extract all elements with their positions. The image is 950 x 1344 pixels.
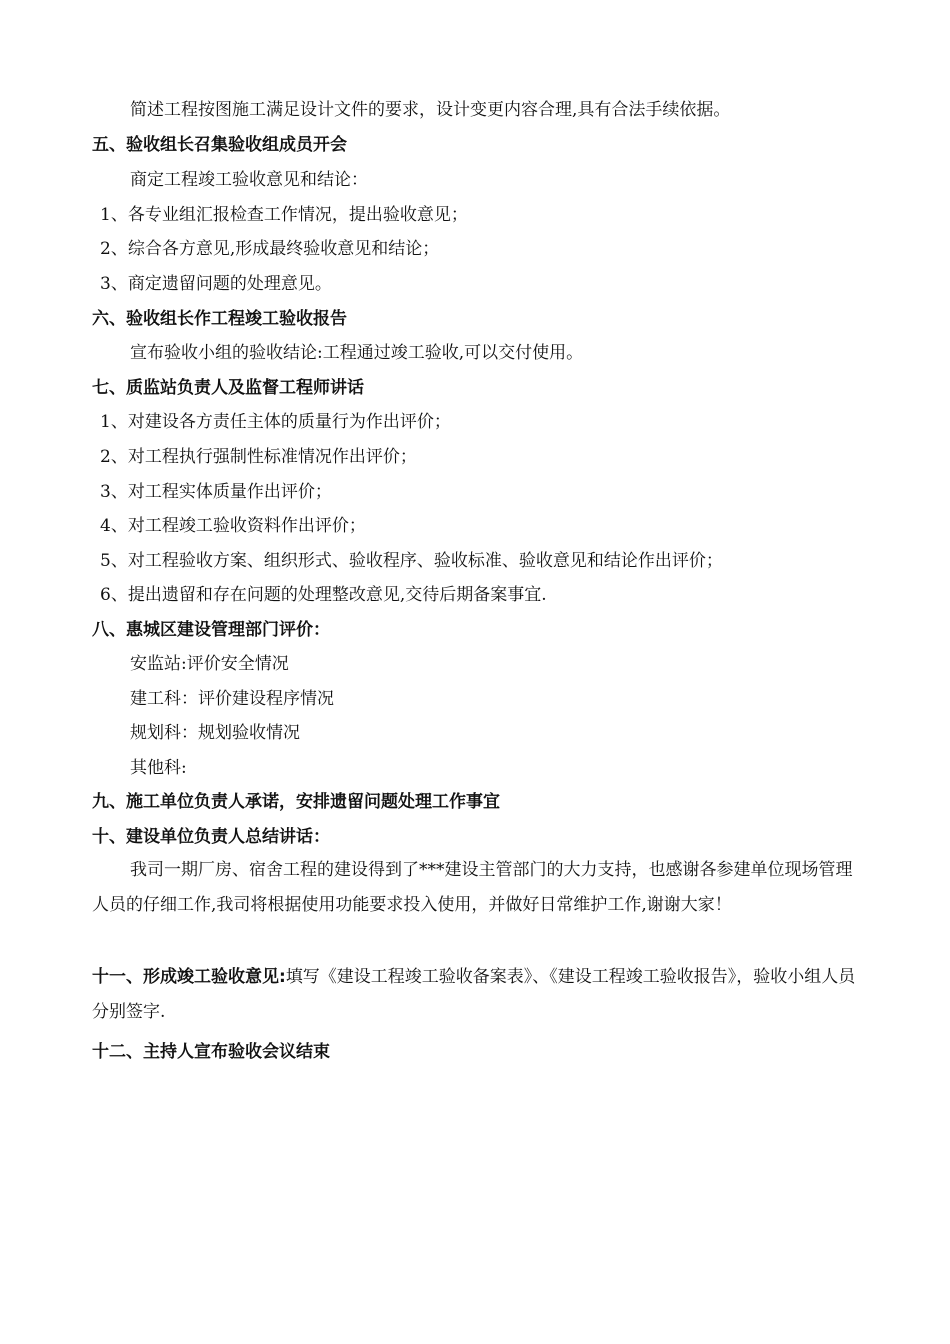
intro-text: 简述工程按图施工满足设计文件的要求，设计变更内容合理,具有合法手续依据。 bbox=[130, 100, 731, 120]
section-8-item-3: 规划科：规划验收情况 bbox=[130, 723, 300, 743]
section-5-lead: 商定工程竣工验收意见和结论： bbox=[130, 170, 368, 190]
section-7-item-6: 6、提出遗留和存在问题的处理整改意见,交待后期备案事宜. bbox=[100, 585, 547, 605]
section-8-item-1: 安监站:评价安全情况 bbox=[130, 654, 289, 674]
section-6-heading: 六、验收组长作工程竣工验收报告 bbox=[92, 309, 347, 329]
section-7-heading: 七、质监站负责人及监督工程师讲话 bbox=[92, 378, 364, 398]
section-10-heading: 十、建设单位负责人总结讲话： bbox=[92, 827, 330, 847]
section-8-item-4: 其他科: bbox=[130, 758, 187, 778]
section-5-item-1: 1、各专业组汇报检查工作情况，提出验收意见； bbox=[100, 205, 468, 225]
section-10-body: 我司一期厂房、宿舍工程的建设得到了***建设主管部门的大力支持，也感谢各参建单位现场管理人员的仔细工作,我司将根据使用功能要求投入使用，并做好日常维护工作,谢谢大家！ bbox=[92, 860, 853, 915]
section-7-item-3: 3、对工程实体质量作出评价； bbox=[100, 482, 332, 502]
section-9-heading: 九、施工单位负责人承诺，安排遗留问题处理工作事宜 bbox=[92, 792, 500, 812]
section-5-item-3: 3、商定遗留问题的处理意见。 bbox=[100, 274, 332, 294]
section-11-heading: 十一、形成竣工验收意见: bbox=[92, 967, 286, 987]
section-7-item-1: 1、对建设各方责任主体的质量行为作出评价； bbox=[100, 412, 451, 432]
section-7-item-4: 4、对工程竣工验收资料作出评价； bbox=[100, 516, 366, 536]
section-8-item-2: 建工科：评价建设程序情况 bbox=[130, 689, 334, 709]
section-12-heading: 十二、主持人宣布验收会议结束 bbox=[92, 1042, 330, 1062]
section-5-item-2: 2、综合各方意见,形成最终验收意见和结论； bbox=[100, 239, 440, 259]
section-8-heading: 八、惠城区建设管理部门评价： bbox=[92, 620, 330, 640]
section-6-lead: 宣布验收小组的验收结论:工程通过竣工验收,可以交付使用。 bbox=[130, 343, 584, 363]
section-11-paragraph bbox=[92, 960, 864, 1029]
section-11-body: 填写《建设工程竣工验收备案表》、《建设工程竣工验收报告》，验收小组人员分别签字. bbox=[92, 967, 856, 1022]
section-7-item-2: 2、对工程执行强制性标准情况作出评价； bbox=[100, 447, 417, 467]
section-5-heading: 五、验收组长召集验收组成员开会 bbox=[92, 135, 347, 155]
section-7-item-5: 5、对工程验收方案、组织形式、验收程序、验收标准、验收意见和结论作出评价； bbox=[100, 551, 723, 571]
